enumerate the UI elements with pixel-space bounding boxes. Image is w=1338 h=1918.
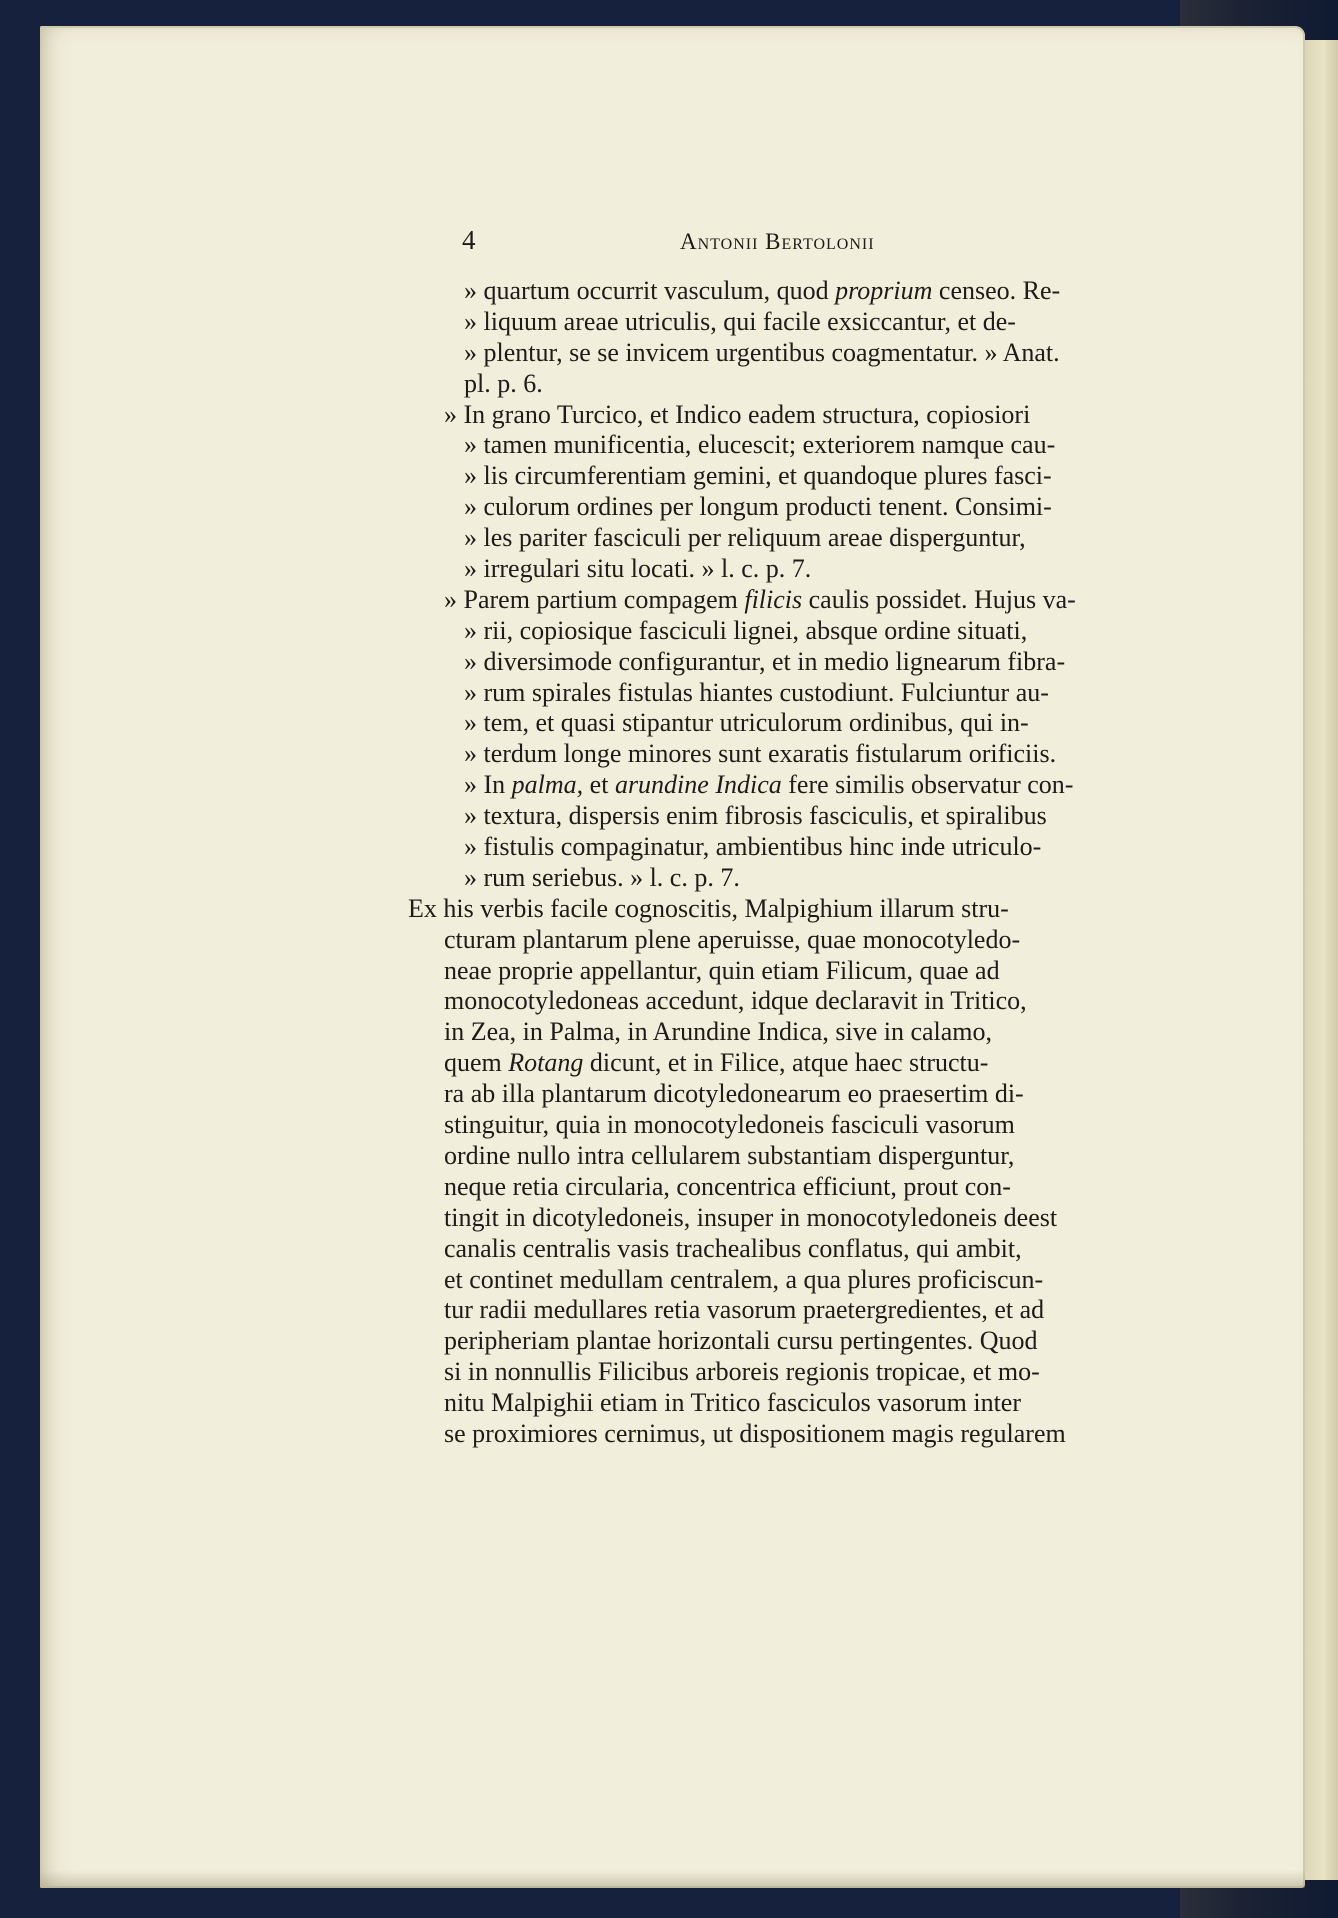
italic-term: palma, (511, 770, 584, 800)
text-run: nitu Malpighii etiam in Tritico fasciculos vasorum inter (444, 1388, 1021, 1418)
text-run: stinguitur, quia in monocotyledoneis fasciculi vasorum (444, 1110, 1015, 1140)
text-line (444, 801, 1204, 832)
text-line (408, 894, 1204, 925)
text-run: » rii, copiosique fasciculi lignei, absque ordine situati, (464, 615, 1028, 645)
text-run: caulis possidet. Hujus va- (802, 584, 1076, 614)
text-run: dicunt, et in Filice, atque haec structu- (583, 1048, 989, 1078)
text-line (444, 1172, 1204, 1203)
text-run: et continet medullam centralem, a qua plures proficiscun- (444, 1264, 1044, 1294)
text-line (444, 400, 1204, 431)
text-line (444, 307, 1204, 338)
text-line (444, 1048, 1204, 1079)
italic-term: proprium (835, 276, 933, 305)
text-run: Ex his verbis facile cognoscitis, Malpighium illarum stru- (408, 893, 1009, 923)
text-run: » terdum longe minores sunt exaratis fistularum orificiis. (464, 739, 1057, 769)
text-line (444, 925, 1204, 956)
text-run: » plentur, se se invicem urgentibus coagmentatur. » Anat. (464, 337, 1060, 367)
text-line (444, 1203, 1204, 1234)
text-line (444, 863, 1204, 894)
text-line (444, 492, 1204, 523)
text-line (444, 770, 1204, 801)
text-line (444, 1079, 1204, 1110)
italic-term: filicis (744, 584, 803, 614)
text-run: tur radii medullares retia vasorum praetergredientes, et ad (444, 1295, 1045, 1325)
text-run: » rum spirales fistulas hiantes custodiunt. Fulciuntur au- (464, 677, 1049, 707)
text-line (444, 708, 1204, 739)
text-line (444, 678, 1204, 709)
text-line (444, 739, 1204, 770)
text-run: » In (464, 770, 512, 800)
text-run: fere similis observatur con- (781, 770, 1074, 800)
text-line (444, 276, 1204, 307)
text-run: et (583, 770, 615, 800)
running-head (420, 225, 1160, 265)
text-line (444, 1326, 1204, 1357)
text-run: » irregulari situ locati. » l. c. p. 7. (464, 554, 812, 584)
text-run: » liquum areae utriculis, qui facile exsiccantur, et de- (464, 306, 1016, 336)
text-run: pl. p. 6. (464, 368, 543, 398)
text-line (444, 1357, 1204, 1388)
text-run: censeo. Re- (932, 276, 1061, 305)
text-line (444, 338, 1204, 369)
text-run: » diversimode configurantur, et in medio lignearum fibra- (464, 646, 1066, 676)
text-line (444, 616, 1204, 647)
text-run: neque retia circularia, concentrica efficiunt, prout con- (444, 1171, 1011, 1201)
text-line (444, 1141, 1204, 1172)
body-text (408, 276, 1204, 1450)
text-line (444, 523, 1204, 554)
text-line (444, 956, 1204, 987)
text-run: canalis centralis vasis trachealibus conflatus, qui ambit, (444, 1233, 1022, 1263)
italic-term: Rotang (508, 1048, 584, 1078)
text-line (444, 1419, 1204, 1450)
text-line (444, 1110, 1204, 1141)
text-run: » quartum occurrit vasculum, quod (464, 276, 836, 305)
text-run: quem (444, 1048, 509, 1078)
text-run: cturam plantarum plene aperuisse, quae monocotyledo- (444, 924, 1021, 954)
text-run: » tamen munificentia, elucescit; exteriorem namque cau- (464, 430, 1056, 460)
text-run: » In grano Turcico, et Indico eadem structura, copiosiori (444, 399, 1031, 429)
italic-term: arundine Indica (614, 770, 782, 800)
text-line (444, 1388, 1204, 1419)
text-line (444, 647, 1204, 678)
text-line (444, 461, 1204, 492)
text-run: si in nonnullis Filicibus arboreis regionis tropicae, et mo- (444, 1357, 1040, 1387)
text-run: peripheriam plantae horizontali cursu pertingentes. Quod (444, 1326, 1038, 1356)
text-run: » tem, et quasi stipantur utriculorum ordinibus, qui in- (464, 708, 1029, 738)
page-number: 4 (462, 225, 476, 255)
text-line (444, 986, 1204, 1017)
text-line (444, 1265, 1204, 1296)
text-line (444, 369, 1204, 400)
text-run: ra ab illa plantarum dicotyledonearum eo praesertim di- (444, 1079, 1024, 1109)
text-run: monocotyledoneas accedunt, idque declaravit in Tritico, (444, 986, 1027, 1016)
text-run: » Parem partium compagem (444, 584, 745, 614)
book-page (40, 26, 1305, 1888)
text-run: in Zea, in Palma, in Arundine Indica, sive in calamo, (444, 1017, 993, 1047)
text-run: » culorum ordines per longum producti tenent. Consimi- (464, 492, 1052, 522)
text-run: » fistulis compaginatur, ambientibus hinc inde utriculo- (464, 832, 1042, 862)
text-line (444, 554, 1204, 585)
text-run: » les pariter fasciculi per reliquum areae disperguntur, (464, 523, 1026, 553)
text-line (444, 1017, 1204, 1048)
text-line (444, 430, 1204, 461)
text-run: » rum seriebus. » l. c. p. 7. (464, 862, 740, 892)
text-run: neae proprie appellantur, quin etiam Filicum, quae ad (444, 955, 1000, 985)
text-line (444, 1234, 1204, 1265)
running-title: Antonii Bertolonii (680, 229, 875, 254)
text-line (444, 1295, 1204, 1326)
text-run: ordine nullo intra cellularem substantiam disperguntur, (444, 1140, 1015, 1170)
text-run: » lis circumferentiam gemini, et quandoque plures fasci- (464, 461, 1052, 491)
text-run: » textura, dispersis enim fibrosis fasciculis, et spiralibus (464, 801, 1047, 831)
text-run: se proximiores cernimus, ut dispositionem magis regularem (444, 1418, 1066, 1448)
text-line (444, 832, 1204, 863)
text-line (444, 585, 1204, 616)
text-run: tingit in dicotyledoneis, insuper in monocotyledoneis deest (444, 1202, 1058, 1232)
